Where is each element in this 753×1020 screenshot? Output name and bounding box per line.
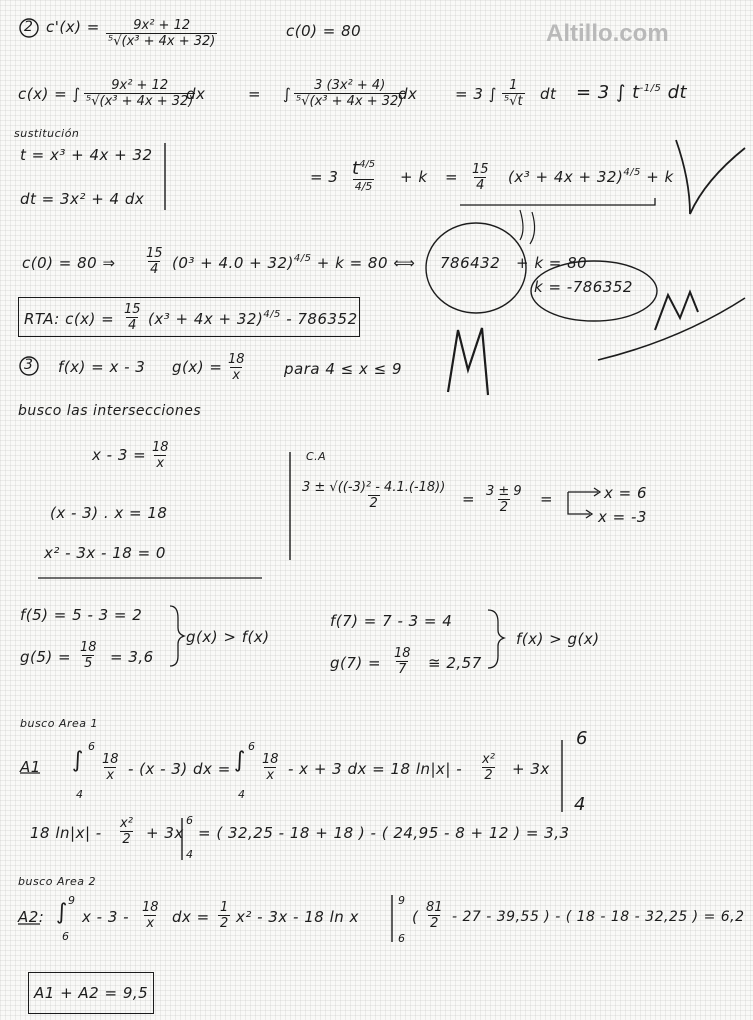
condition-k: + k = 80	[516, 254, 588, 272]
a1-fraction-2	[260, 752, 281, 783]
ca2-den: 2	[499, 500, 508, 515]
answer-den: 4	[128, 318, 137, 333]
ca-eq1: =	[462, 490, 476, 508]
step3-dt: dt	[540, 85, 557, 103]
g-definition: g(x) =	[172, 358, 223, 376]
ca-label: C.A	[306, 450, 327, 463]
step3-fraction	[502, 78, 525, 109]
substitution-label: sustitución	[14, 127, 80, 140]
a1-line2-lower: 4	[186, 848, 194, 861]
a1-line2-den: 2	[122, 832, 131, 847]
g5-den: 5	[84, 656, 93, 671]
root-1: x = 6	[604, 484, 648, 502]
derivative-fraction	[106, 18, 217, 49]
g-den: x	[232, 368, 241, 383]
integral-denominator: ⁵√(x³ + 4x + 32)	[86, 94, 194, 109]
condition-expression	[172, 254, 415, 272]
integral2-denominator: ⁵√(x³ + 4x + 32)	[296, 94, 404, 109]
g5-num: 18	[80, 640, 97, 655]
a2-den: x	[146, 916, 155, 931]
a1-num: 18	[102, 752, 119, 767]
a1-integral-2: ∫	[234, 748, 246, 773]
condition-fraction	[144, 246, 165, 277]
a1-lower: 4	[76, 788, 84, 801]
ca-fraction-2	[484, 484, 524, 515]
result-coef-num: 15	[472, 162, 489, 177]
a2-half-den: 2	[220, 916, 229, 931]
eq3: x² - 3x - 18 = 0	[44, 544, 166, 562]
step4-text: = 3 ∫ t	[576, 82, 640, 103]
eq2: (x - 3) . x = 18	[50, 504, 168, 522]
ca-eq2: =	[540, 490, 554, 508]
a2-half-fraction	[218, 900, 230, 931]
altillo-logo: Altillo.com	[546, 20, 669, 47]
k-value: k = -786352	[534, 278, 633, 296]
a1-eval-upper: 6	[576, 728, 588, 749]
a1-line2-fraction	[118, 816, 135, 847]
a2-lower: 6	[62, 930, 70, 943]
problem-3-number: 3	[24, 357, 34, 373]
a1-upper-2: 6	[248, 740, 256, 753]
answer-expression-exp: 4/5	[263, 309, 281, 320]
answer-label: RTA: c(x) =	[24, 310, 115, 328]
derivative-denominator: ⁵√(x³ + 4x + 32)	[108, 34, 216, 49]
ca-fraction	[300, 480, 447, 511]
a2-label: A2:	[18, 908, 45, 926]
condition-expression-tail: + k = 80 ⟺	[316, 254, 416, 272]
condition-den: 4	[150, 262, 159, 277]
a2-dx: dx =	[172, 908, 210, 926]
g-num: 18	[228, 352, 245, 367]
g5-fraction	[78, 640, 99, 671]
result-t-base: t	[352, 158, 360, 179]
check-mark-icon	[676, 140, 745, 214]
answer-fraction	[122, 302, 143, 333]
g7-val: ≅ 2,57	[428, 654, 482, 672]
a1-line2-calc: = ( 32,25 - 18 + 18 ) - ( 24,95 - 8 + 12 ) = 3,3	[198, 824, 570, 842]
integral2-sign: ∫	[283, 85, 292, 103]
a2-eval-lower: 6	[398, 932, 406, 945]
comparison-2: f(x) > g(x)	[516, 630, 600, 648]
result-fraction	[350, 158, 377, 193]
a1-line2-upper: 6	[186, 814, 194, 827]
busco-intersecciones: busco las intersecciones	[18, 403, 202, 419]
a1-x2-fraction	[480, 752, 497, 783]
total-area: A1 + A2 = 9,5	[34, 984, 149, 1002]
busco-area-1: busco Area 1	[20, 717, 99, 730]
a2-calc-open: (	[412, 908, 419, 926]
a1-line2-tail: + 3x	[146, 824, 184, 842]
a1-label: A1	[20, 758, 41, 776]
a2-expression: x - 3 -	[82, 908, 130, 926]
a1-lower-2: 4	[238, 788, 246, 801]
f7: f(7) = 7 - 3 = 4	[330, 612, 453, 630]
condition-expression-exp: 4/5	[293, 253, 312, 264]
a1-line2: 18 ln|x| -	[30, 824, 102, 842]
a2-integral: ∫	[56, 900, 68, 925]
a1-num-2: 18	[262, 752, 279, 767]
answer-expression-tail: - 786352	[286, 310, 358, 328]
a2-calc-fraction	[424, 900, 445, 931]
a1-fraction	[100, 752, 121, 783]
integral2-dx: dx	[398, 85, 418, 103]
answer-num: 15	[124, 302, 141, 317]
busco-area-2: busco Area 2	[18, 875, 97, 888]
g7-den: 7	[398, 662, 407, 677]
a2-fraction	[140, 900, 161, 931]
integral-eq: =	[248, 85, 262, 103]
g5-lhs: g(5) =	[20, 648, 72, 666]
result-expression-k: + k	[646, 168, 674, 186]
ca-num: 3 ± √((-3)² - 4.1.(-18))	[302, 480, 446, 495]
a1-expression-2: - x + 3 dx = 18 ln|x| -	[288, 760, 463, 778]
a1-expression: - (x - 3) dx =	[128, 760, 231, 778]
a2-eval-upper: 9	[398, 894, 406, 907]
a1-tail: + 3x	[512, 760, 550, 778]
problem-2-number: 2	[24, 19, 34, 35]
a1-x2-num: x²	[482, 752, 495, 767]
result-t-exp: 4/5	[359, 159, 376, 170]
result-expression	[508, 168, 674, 186]
a1-line2-num: x²	[120, 816, 133, 831]
step3-denominator: ⁵√t	[504, 94, 523, 109]
a1-eval-lower: 4	[574, 794, 586, 815]
a2-mid: x² - 3x - 18 ln x	[236, 908, 359, 926]
result-coef-den: 4	[476, 178, 485, 193]
a2-num: 18	[142, 900, 159, 915]
result-denominator: 4/5	[354, 180, 373, 193]
step4	[576, 82, 687, 103]
condition-line: c(0) = 80 ⇒	[22, 254, 116, 272]
integral-lhs: c(x) = ∫	[18, 85, 81, 103]
step4-exponent: -1/5	[639, 83, 662, 94]
g7-lhs: g(7) =	[330, 654, 382, 672]
step3-prefix: = 3 ∫	[455, 85, 497, 103]
g-fraction	[226, 352, 247, 383]
a2-calc-tail: - 27 - 39,55 ) - ( 18 - 18 - 32,25 ) = 6,2	[452, 909, 745, 925]
a2-calc-den: 2	[430, 916, 439, 931]
step3-numerator: 1	[509, 78, 518, 93]
eq1-lhs: x - 3 =	[92, 446, 147, 464]
result-k: + k	[400, 168, 428, 186]
integral-numerator: 9x² + 12	[111, 78, 169, 93]
integral-dx: dx	[186, 85, 206, 103]
g5-val: = 3,6	[110, 648, 154, 666]
a1-upper: 6	[88, 740, 96, 753]
initial-condition: c(0) = 80	[286, 22, 362, 40]
ca-den: 2	[369, 496, 378, 511]
result-coef: = 3	[310, 168, 339, 186]
a1-x2-den: 2	[484, 768, 493, 783]
substitution-t: t = x³ + 4x + 32	[20, 146, 153, 164]
integral-fraction	[84, 78, 195, 109]
signature-scribble	[448, 328, 488, 395]
a2-upper: 9	[68, 894, 76, 907]
step4-dt: dt	[667, 82, 688, 103]
eq1-num: 18	[152, 440, 169, 455]
condition-expression-text: (0³ + 4.0 + 32)	[172, 254, 294, 272]
ca2-num: 3 ± 9	[486, 484, 522, 499]
result-expression-text: (x³ + 4x + 32)	[508, 168, 624, 186]
answer-expression-text: (x³ + 4x + 32)	[148, 310, 264, 328]
answer-expression	[148, 310, 358, 328]
range-text: para 4 ≤ x ≤ 9	[284, 360, 403, 378]
comparison-1: g(x) > f(x)	[186, 628, 270, 646]
a1-integral: ∫	[72, 748, 84, 773]
result-coef-fraction	[470, 162, 491, 193]
result-t	[350, 158, 377, 179]
a1-den-2: x	[266, 768, 275, 783]
g7-num: 18	[394, 646, 411, 661]
a2-half-num: 1	[220, 900, 229, 915]
result-eq: =	[445, 168, 459, 186]
derivative-numerator: 9x² + 12	[133, 18, 191, 33]
f-definition: f(x) = x - 3	[58, 358, 146, 376]
eq1-fraction	[150, 440, 171, 471]
eq1-den: x	[156, 456, 165, 471]
derivative-lhs: c'(x) =	[46, 18, 100, 36]
result-expression-exp: 4/5	[623, 167, 641, 178]
condition-value: 786432	[440, 254, 501, 272]
a2-calc-num: 81	[426, 900, 443, 915]
condition-num: 15	[146, 246, 163, 261]
g7-fraction	[392, 646, 413, 677]
a1-den: x	[106, 768, 115, 783]
substitution-dt: dt = 3x² + 4 dx	[20, 190, 145, 208]
integral2-fraction	[294, 78, 405, 109]
integral2-numerator: 3 (3x² + 4)	[314, 78, 386, 93]
f5: f(5) = 5 - 3 = 2	[20, 606, 143, 624]
root-2: x = -3	[598, 508, 647, 526]
